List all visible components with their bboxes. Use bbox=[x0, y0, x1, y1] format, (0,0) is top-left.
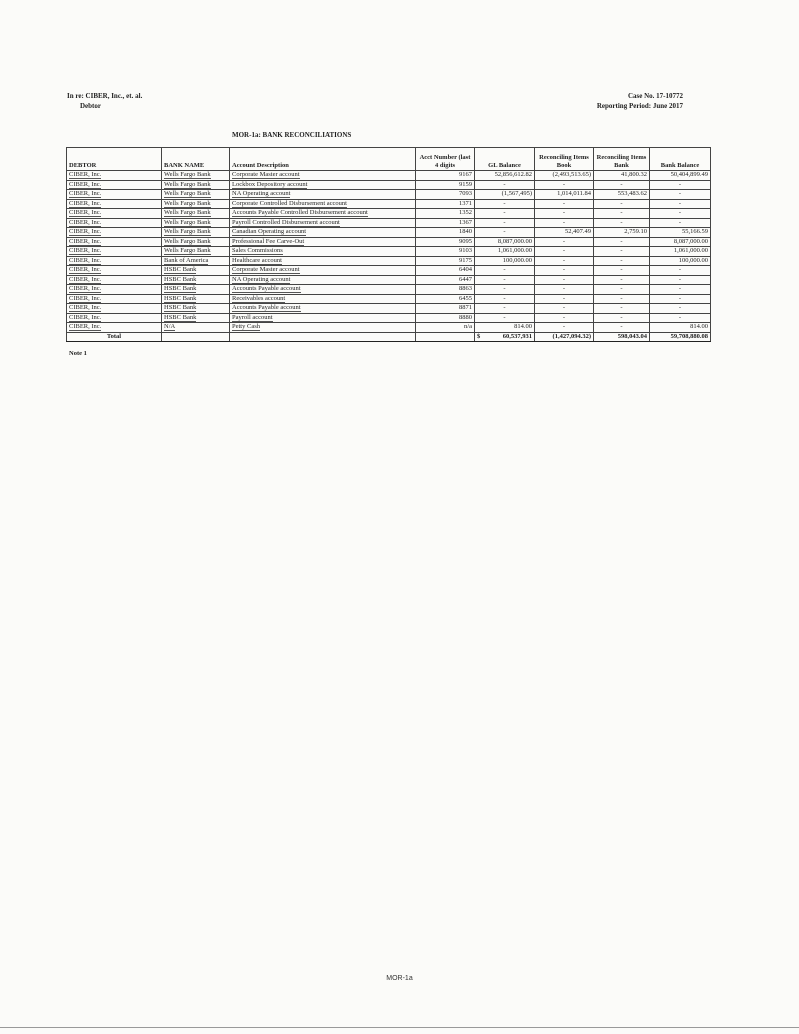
cell-acct-number: 9103 bbox=[416, 247, 475, 257]
cell-text: CIBER, Inc. bbox=[69, 190, 102, 198]
cell-reconciling-book: - bbox=[535, 218, 594, 228]
cell-reconciling-book: - bbox=[535, 237, 594, 247]
cell-bank-name bbox=[162, 180, 230, 190]
cell-account-description bbox=[230, 218, 416, 228]
cell-bank-balance: - bbox=[650, 304, 711, 314]
cell-bank-balance: - bbox=[650, 285, 711, 295]
cell-acct-number: 8871 bbox=[416, 304, 475, 314]
cell-account-description bbox=[230, 228, 416, 238]
cell-account-description bbox=[230, 190, 416, 200]
cell-reconciling-bank: - bbox=[594, 209, 650, 219]
cell-account-description bbox=[230, 313, 416, 323]
cell-account-description bbox=[230, 266, 416, 276]
cell-text: Wells Fargo Bank bbox=[164, 199, 211, 207]
cell-bank-name bbox=[162, 266, 230, 276]
cell-text: HSBC Bank bbox=[164, 294, 197, 302]
cell-text: Petty Cash bbox=[232, 323, 260, 331]
cell-account-description bbox=[230, 247, 416, 257]
cell-reconciling-bank: - bbox=[594, 285, 650, 295]
cell-reconciling-book: - bbox=[535, 323, 594, 333]
cell-text: Lockbox Depository account bbox=[232, 180, 308, 188]
cell-gl-balance: - bbox=[475, 275, 535, 285]
total-empty-cell bbox=[416, 332, 475, 342]
cell-gl-balance: - bbox=[475, 228, 535, 238]
cell-reconciling-bank: - bbox=[594, 313, 650, 323]
cell-account-description bbox=[230, 304, 416, 314]
cell-debtor bbox=[67, 275, 162, 285]
cell-text: Wells Fargo Bank bbox=[164, 218, 211, 226]
cell-debtor bbox=[67, 304, 162, 314]
cell-text: CIBER, Inc. bbox=[69, 180, 102, 188]
table-row bbox=[67, 323, 711, 333]
cell-gl-balance: - bbox=[475, 266, 535, 276]
cell-bank-name bbox=[162, 218, 230, 228]
cell-bank-name bbox=[162, 323, 230, 333]
cell-acct-number: 1840 bbox=[416, 228, 475, 238]
total-label: Total bbox=[67, 332, 162, 342]
cell-debtor bbox=[67, 247, 162, 257]
case-caption bbox=[67, 91, 142, 111]
cell-gl-balance: - bbox=[475, 313, 535, 323]
total-row bbox=[67, 332, 711, 342]
cell-text: Accounts Payable account bbox=[232, 285, 301, 293]
cell-account-description bbox=[230, 209, 416, 219]
column-header-bank-name: BANK NAME bbox=[162, 148, 230, 171]
column-header-acct-number: Acct Number (last 4 digits bbox=[416, 148, 475, 171]
cell-acct-number: 9159 bbox=[416, 180, 475, 190]
cell-text: Wells Fargo Bank bbox=[164, 237, 211, 245]
cell-bank-name bbox=[162, 285, 230, 295]
cell-bank-balance: - bbox=[650, 199, 711, 209]
cell-debtor bbox=[67, 323, 162, 333]
cell-text: HSBC Bank bbox=[164, 304, 197, 312]
cell-text: Sales Commissions bbox=[232, 247, 283, 255]
cell-account-description bbox=[230, 294, 416, 304]
cell-debtor bbox=[67, 237, 162, 247]
cell-text: CIBER, Inc. bbox=[69, 275, 102, 283]
cell-bank-name bbox=[162, 294, 230, 304]
cell-bank-balance: - bbox=[650, 209, 711, 219]
cell-text: CIBER, Inc. bbox=[69, 171, 102, 179]
cell-bank-name bbox=[162, 237, 230, 247]
table-row bbox=[67, 313, 711, 323]
cell-gl-balance: - bbox=[475, 304, 535, 314]
table-row bbox=[67, 294, 711, 304]
cell-text: CIBER, Inc. bbox=[69, 323, 102, 331]
table-body bbox=[67, 171, 711, 333]
cell-bank-balance: 8,087,000.00 bbox=[650, 237, 711, 247]
cell-debtor bbox=[67, 199, 162, 209]
cell-bank-balance: - bbox=[650, 313, 711, 323]
table-header-row bbox=[67, 148, 711, 171]
cell-reconciling-bank: - bbox=[594, 323, 650, 333]
cell-debtor bbox=[67, 190, 162, 200]
cell-text: NA Operating account bbox=[232, 275, 291, 283]
column-header-bank-balance: Bank Balance bbox=[650, 148, 711, 171]
cell-bank-name bbox=[162, 171, 230, 181]
cell-acct-number: 6447 bbox=[416, 275, 475, 285]
table-row bbox=[67, 304, 711, 314]
cell-bank-name bbox=[162, 190, 230, 200]
total-bank-balance: 59,708,880.08 bbox=[650, 332, 711, 342]
cell-bank-balance: - bbox=[650, 218, 711, 228]
cell-text: HSBC Bank bbox=[164, 285, 197, 293]
cell-text: Payroll Controlled Disbursement account bbox=[232, 218, 340, 226]
cell-gl-balance: (1,567,495) bbox=[475, 190, 535, 200]
note-label: Note 1 bbox=[69, 350, 87, 357]
table-row bbox=[67, 180, 711, 190]
cell-text: CIBER, Inc. bbox=[69, 247, 102, 255]
total-gl-balance bbox=[475, 332, 535, 342]
cell-reconciling-book: - bbox=[535, 294, 594, 304]
cell-reconciling-bank: - bbox=[594, 199, 650, 209]
cell-account-description bbox=[230, 199, 416, 209]
cell-text: CIBER, Inc. bbox=[69, 285, 102, 293]
table-row bbox=[67, 218, 711, 228]
cell-debtor bbox=[67, 256, 162, 266]
cell-gl-balance: - bbox=[475, 209, 535, 219]
table-row bbox=[67, 275, 711, 285]
cell-bank-balance: 50,404,899.49 bbox=[650, 171, 711, 181]
cell-reconciling-bank: 41,800.32 bbox=[594, 171, 650, 181]
cell-text: Professional Fee Carve-Out bbox=[232, 237, 305, 245]
cell-text: Accounts Payable Controlled Disbursement account bbox=[232, 209, 368, 217]
currency-symbol: $ bbox=[477, 332, 481, 340]
cell-text: CIBER, Inc. bbox=[69, 256, 102, 264]
cell-reconciling-bank: - bbox=[594, 256, 650, 266]
page-bottom-rule bbox=[0, 1027, 799, 1028]
cell-text: HSBC Bank bbox=[164, 275, 197, 283]
cell-debtor bbox=[67, 180, 162, 190]
cell-text: CIBER, Inc. bbox=[69, 313, 102, 321]
cell-debtor bbox=[67, 313, 162, 323]
cell-bank-name bbox=[162, 247, 230, 257]
cell-reconciling-book: - bbox=[535, 256, 594, 266]
total-empty-cell bbox=[230, 332, 416, 342]
cell-reconciling-book: 1,014,011.84 bbox=[535, 190, 594, 200]
cell-acct-number: 6455 bbox=[416, 294, 475, 304]
table-row bbox=[67, 209, 711, 219]
cell-text: Wells Fargo Bank bbox=[164, 180, 211, 188]
cell-bank-name bbox=[162, 313, 230, 323]
cell-text: CIBER, Inc. bbox=[69, 294, 102, 302]
cell-reconciling-book: 52,407.49 bbox=[535, 228, 594, 238]
page-title: MOR-1a: BANK RECONCILIATIONS bbox=[232, 131, 352, 139]
cell-account-description bbox=[230, 237, 416, 247]
cell-text: CIBER, Inc. bbox=[69, 228, 102, 236]
cell-reconciling-bank: - bbox=[594, 180, 650, 190]
cell-debtor bbox=[67, 294, 162, 304]
cell-bank-balance: - bbox=[650, 190, 711, 200]
cell-text: N/A bbox=[164, 323, 176, 331]
cell-text: Corporate Master account bbox=[232, 266, 300, 274]
cell-account-description bbox=[230, 285, 416, 295]
cell-gl-balance: - bbox=[475, 180, 535, 190]
cell-text: Canadian Operating account bbox=[232, 228, 306, 236]
cell-text: Wells Fargo Bank bbox=[164, 228, 211, 236]
cell-text: CIBER, Inc. bbox=[69, 266, 102, 274]
cell-acct-number: 9167 bbox=[416, 171, 475, 181]
total-reconciling-book: (1,427,094.32) bbox=[535, 332, 594, 342]
cell-reconciling-bank: - bbox=[594, 294, 650, 304]
table-row bbox=[67, 228, 711, 238]
cell-gl-balance: 1,061,000.00 bbox=[475, 247, 535, 257]
cell-text: NA Operating account bbox=[232, 190, 291, 198]
cell-text: CIBER, Inc. bbox=[69, 218, 102, 226]
cell-debtor bbox=[67, 218, 162, 228]
in-re-text: In re: CIBER, Inc., et. al. bbox=[67, 92, 143, 100]
cell-reconciling-book: - bbox=[535, 266, 594, 276]
cell-account-description bbox=[230, 323, 416, 333]
cell-text: Wells Fargo Bank bbox=[164, 209, 211, 217]
cell-reconciling-book: (2,493,513.65) bbox=[535, 171, 594, 181]
table-row bbox=[67, 247, 711, 257]
table-row bbox=[67, 285, 711, 295]
cell-reconciling-bank: - bbox=[594, 266, 650, 276]
cell-text: HSBC Bank bbox=[164, 313, 197, 321]
cell-acct-number: 7093 bbox=[416, 190, 475, 200]
cell-reconciling-book: - bbox=[535, 209, 594, 219]
table-row bbox=[67, 266, 711, 276]
cell-gl-balance: 814.00 bbox=[475, 323, 535, 333]
cell-bank-balance: 100,000.00 bbox=[650, 256, 711, 266]
cell-reconciling-bank: - bbox=[594, 304, 650, 314]
cell-text: CIBER, Inc. bbox=[69, 237, 102, 245]
cell-bank-name bbox=[162, 304, 230, 314]
table-row bbox=[67, 171, 711, 181]
cell-text: Payroll account bbox=[232, 313, 273, 321]
cell-text: CIBER, Inc. bbox=[69, 304, 102, 312]
reporting-period: Reporting Period: June 2017 bbox=[596, 102, 683, 110]
cell-gl-balance: 100,000.00 bbox=[475, 256, 535, 266]
column-header-debtor: DEBTOR bbox=[67, 148, 162, 171]
cell-bank-balance: - bbox=[650, 294, 711, 304]
cell-bank-name bbox=[162, 209, 230, 219]
cell-text: Healthcare account bbox=[232, 256, 282, 264]
total-empty-cell bbox=[162, 332, 230, 342]
cell-text: Wells Fargo Bank bbox=[164, 190, 211, 198]
cell-acct-number: 6404 bbox=[416, 266, 475, 276]
cell-bank-balance: - bbox=[650, 275, 711, 285]
case-info bbox=[597, 91, 683, 111]
cell-account-description bbox=[230, 256, 416, 266]
cell-acct-number: 1367 bbox=[416, 218, 475, 228]
cell-debtor bbox=[67, 266, 162, 276]
table-row bbox=[67, 190, 711, 200]
cell-bank-balance: 1,061,000.00 bbox=[650, 247, 711, 257]
cell-reconciling-bank: - bbox=[594, 275, 650, 285]
cell-reconciling-bank: - bbox=[594, 247, 650, 257]
cell-debtor bbox=[67, 171, 162, 181]
column-header-reconciling-book: Reconciling Items Book bbox=[535, 148, 594, 171]
cell-acct-number: 8880 bbox=[416, 313, 475, 323]
page-footer: MOR-1a bbox=[386, 975, 413, 982]
cell-acct-number: 1371 bbox=[416, 199, 475, 209]
cell-gl-balance: 52,856,612.82 bbox=[475, 171, 535, 181]
cell-bank-name bbox=[162, 228, 230, 238]
cell-bank-balance: 814.00 bbox=[650, 323, 711, 333]
cell-bank-name bbox=[162, 199, 230, 209]
table-row bbox=[67, 237, 711, 247]
total-gl-value: 60,537,931 bbox=[502, 332, 532, 340]
cell-text: Corporate Controlled Disbursement account bbox=[232, 199, 347, 207]
cell-account-description bbox=[230, 275, 416, 285]
cell-reconciling-bank: 2,759.10 bbox=[594, 228, 650, 238]
case-number: Case No. 17-10772 bbox=[627, 92, 683, 100]
cell-reconciling-bank: - bbox=[594, 218, 650, 228]
cell-gl-balance: - bbox=[475, 285, 535, 295]
table-row bbox=[67, 199, 711, 209]
cell-reconciling-bank: 553,483.62 bbox=[594, 190, 650, 200]
cell-reconciling-book: - bbox=[535, 180, 594, 190]
total-reconciling-bank: 598,043.04 bbox=[594, 332, 650, 342]
cell-acct-number: 9175 bbox=[416, 256, 475, 266]
cell-gl-balance: - bbox=[475, 294, 535, 304]
cell-text: Wells Fargo Bank bbox=[164, 247, 211, 255]
cell-reconciling-book: - bbox=[535, 247, 594, 257]
column-header-reconciling-bank: Reconciling Items Bank bbox=[594, 148, 650, 171]
cell-reconciling-bank: - bbox=[594, 237, 650, 247]
cell-acct-number: n/a bbox=[416, 323, 475, 333]
cell-bank-name bbox=[162, 256, 230, 266]
cell-text: Accounts Payable account bbox=[232, 304, 301, 312]
cell-acct-number: 9095 bbox=[416, 237, 475, 247]
cell-text: CIBER, Inc. bbox=[69, 209, 102, 217]
cell-reconciling-book: - bbox=[535, 275, 594, 285]
cell-account-description bbox=[230, 180, 416, 190]
cell-account-description bbox=[230, 171, 416, 181]
cell-acct-number: 1352 bbox=[416, 209, 475, 219]
bank-reconciliation-table bbox=[66, 147, 711, 342]
table-row bbox=[67, 256, 711, 266]
cell-gl-balance: - bbox=[475, 199, 535, 209]
cell-bank-balance: 55,166.59 bbox=[650, 228, 711, 238]
debtor-label: Debtor bbox=[80, 102, 101, 110]
cell-debtor bbox=[67, 228, 162, 238]
cell-reconciling-book: - bbox=[535, 313, 594, 323]
cell-reconciling-book: - bbox=[535, 285, 594, 295]
cell-text: Bank of America bbox=[164, 256, 209, 264]
cell-bank-balance: - bbox=[650, 266, 711, 276]
cell-debtor bbox=[67, 209, 162, 219]
cell-reconciling-book: - bbox=[535, 304, 594, 314]
cell-bank-balance: - bbox=[650, 180, 711, 190]
cell-gl-balance: 8,087,000.00 bbox=[475, 237, 535, 247]
cell-acct-number: 8863 bbox=[416, 285, 475, 295]
cell-text: Receivables account bbox=[232, 294, 286, 302]
cell-gl-balance: - bbox=[475, 218, 535, 228]
cell-text: HSBC Bank bbox=[164, 266, 197, 274]
cell-debtor bbox=[67, 285, 162, 295]
cell-text: CIBER, Inc. bbox=[69, 199, 102, 207]
cell-reconciling-book: - bbox=[535, 199, 594, 209]
cell-text: Wells Fargo Bank bbox=[164, 171, 211, 179]
column-header-account-description: Account Description bbox=[230, 148, 416, 171]
column-header-gl-balance: GL Balance bbox=[475, 148, 535, 171]
cell-bank-name bbox=[162, 275, 230, 285]
cell-text: Corporate Master account bbox=[232, 171, 300, 179]
